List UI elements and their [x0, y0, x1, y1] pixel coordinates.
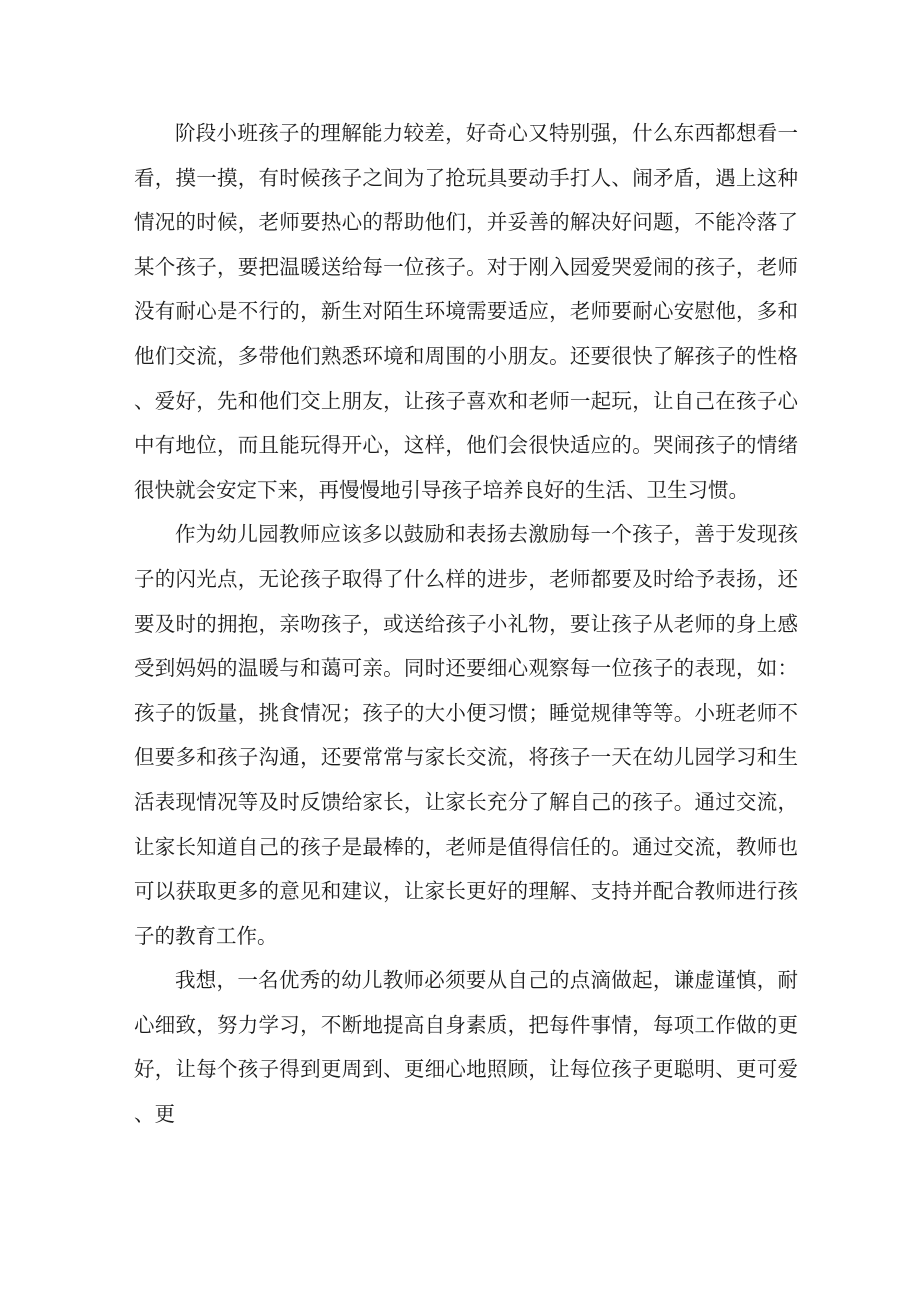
paragraph-1: 阶段小班孩子的理解能力较差，好奇心又特别强，什么东西都想看一看，摸一摸，有时候孩子之间为了抢玩具要动手打人、闹矛盾，遇上这种情况的时候，老师要热心的帮助他们，并妥善的解决好问题，不能冷落了某个孩子，要把温暖送给每一位孩子。对于刚入园爱哭爱闹的孩子，老师没有耐心是不行的，新生对陌生环境需要适应，老师要耐心安慰他，多和他们交流，多带他们熟悉环境和周围的小朋友。还要很快了解孩子的性格、爱好，先和他们交上朋友，让孩子喜欢和老师一起玩，让自己在孩子心中有地位，而且能玩得开心，这样，他们会很快适应的。哭闹孩子的情绪很快就会安定下来，再慢慢地引导孩子培养良好的生活、卫生习惯。: [134, 121, 798, 502]
paragraph-3: 我想，一名优秀的幼儿教师必须要从自己的点滴做起，谦虚谨慎，耐心细致，努力学习，不断地提高自身素质，把每件事情，每项工作做的更好，让每个孩子得到更周到、更细心地照顾，让每位孩子更聪明、更可爱、更: [134, 968, 798, 1127]
document-body: [134, 111, 798, 1137]
paragraph-2: 作为幼儿园教师应该多以鼓励和表扬去激励每一个孩子，善于发现孩子的闪光点，无论孩子取得了什么样的进步，老师都要及时给予表扬，还要及时的拥抱，亲吻孩子，或送给孩子小礼物，要让孩子从老师的身上感受到妈妈的温暖与和蔼可亲。同时还要细心观察每一位孩子的表现，如：孩子的饭量，挑食情况；孩子的大小便习惯；睡觉规律等等。小班老师不但要多和孩子沟通，还要常常与家长交流，将孩子一天在幼儿园学习和生活表现情况等及时反馈给家长，让家长充分了解自己的孩子。通过交流，让家长知道自己的孩子是最棒的，老师是值得信任的。通过交流，教师也可以获取更多的意见和建议，让家长更好的理解、支持并配合教师进行孩子的教育工作。: [134, 522, 798, 948]
